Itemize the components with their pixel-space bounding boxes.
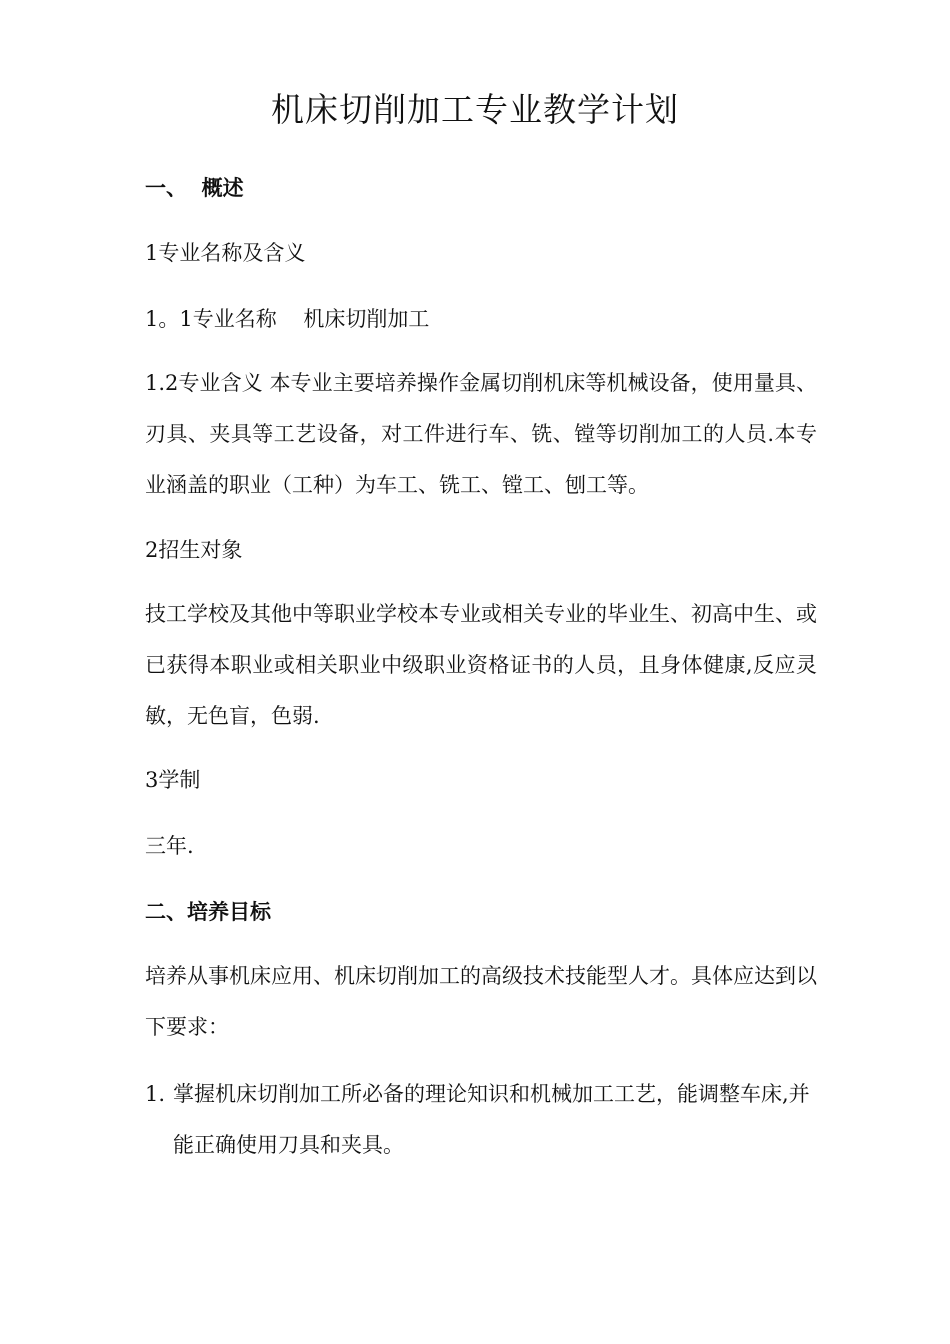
subheading-major-name-meaning: 1专业名称及含义: [145, 241, 306, 265]
major-name-line: 1。1专业名称 机床切削加工: [145, 307, 430, 331]
list-number: 1.: [145, 1082, 166, 1106]
major-meaning-paragraph: 1.2专业含义 本专业主要培养操作金属切削机床等机械设备，使用量具、刃具、夹具等工艺设备，对工件进行车、铣、镗等切削加工的人员.本专业涵盖的职业（工种）为车工、铣工、镗工、刨工等。: [145, 371, 817, 497]
enrollment-paragraph: 技工学校及其他中等职业学校本专业或相关专业的毕业生、初高中生、或已获得本职业或相关职业中级职业资格证书的人员，且身体健康,反应灵敏，无色盲，色弱.: [145, 602, 817, 728]
section-heading-overview: 一、 概述: [145, 175, 244, 200]
document-title: 机床切削加工专业教学计划: [271, 90, 679, 129]
list-text: 掌握机床切削加工所必备的理论知识和机械加工工艺，能调整车床,并能正确使用刀具和夹具。: [173, 1082, 810, 1157]
subheading-enrollment: 2招生对象: [145, 538, 243, 562]
subheading-duration: 3学制: [145, 768, 201, 792]
goal-list-item: [145, 1069, 817, 1171]
section-heading-goals: 二、培养目标: [145, 899, 271, 924]
duration-text: 三年.: [145, 834, 194, 858]
goals-intro-paragraph: 培养从事机床应用、机床切削加工的高级技术技能型人才。具体应达到以下要求：: [145, 964, 817, 1039]
